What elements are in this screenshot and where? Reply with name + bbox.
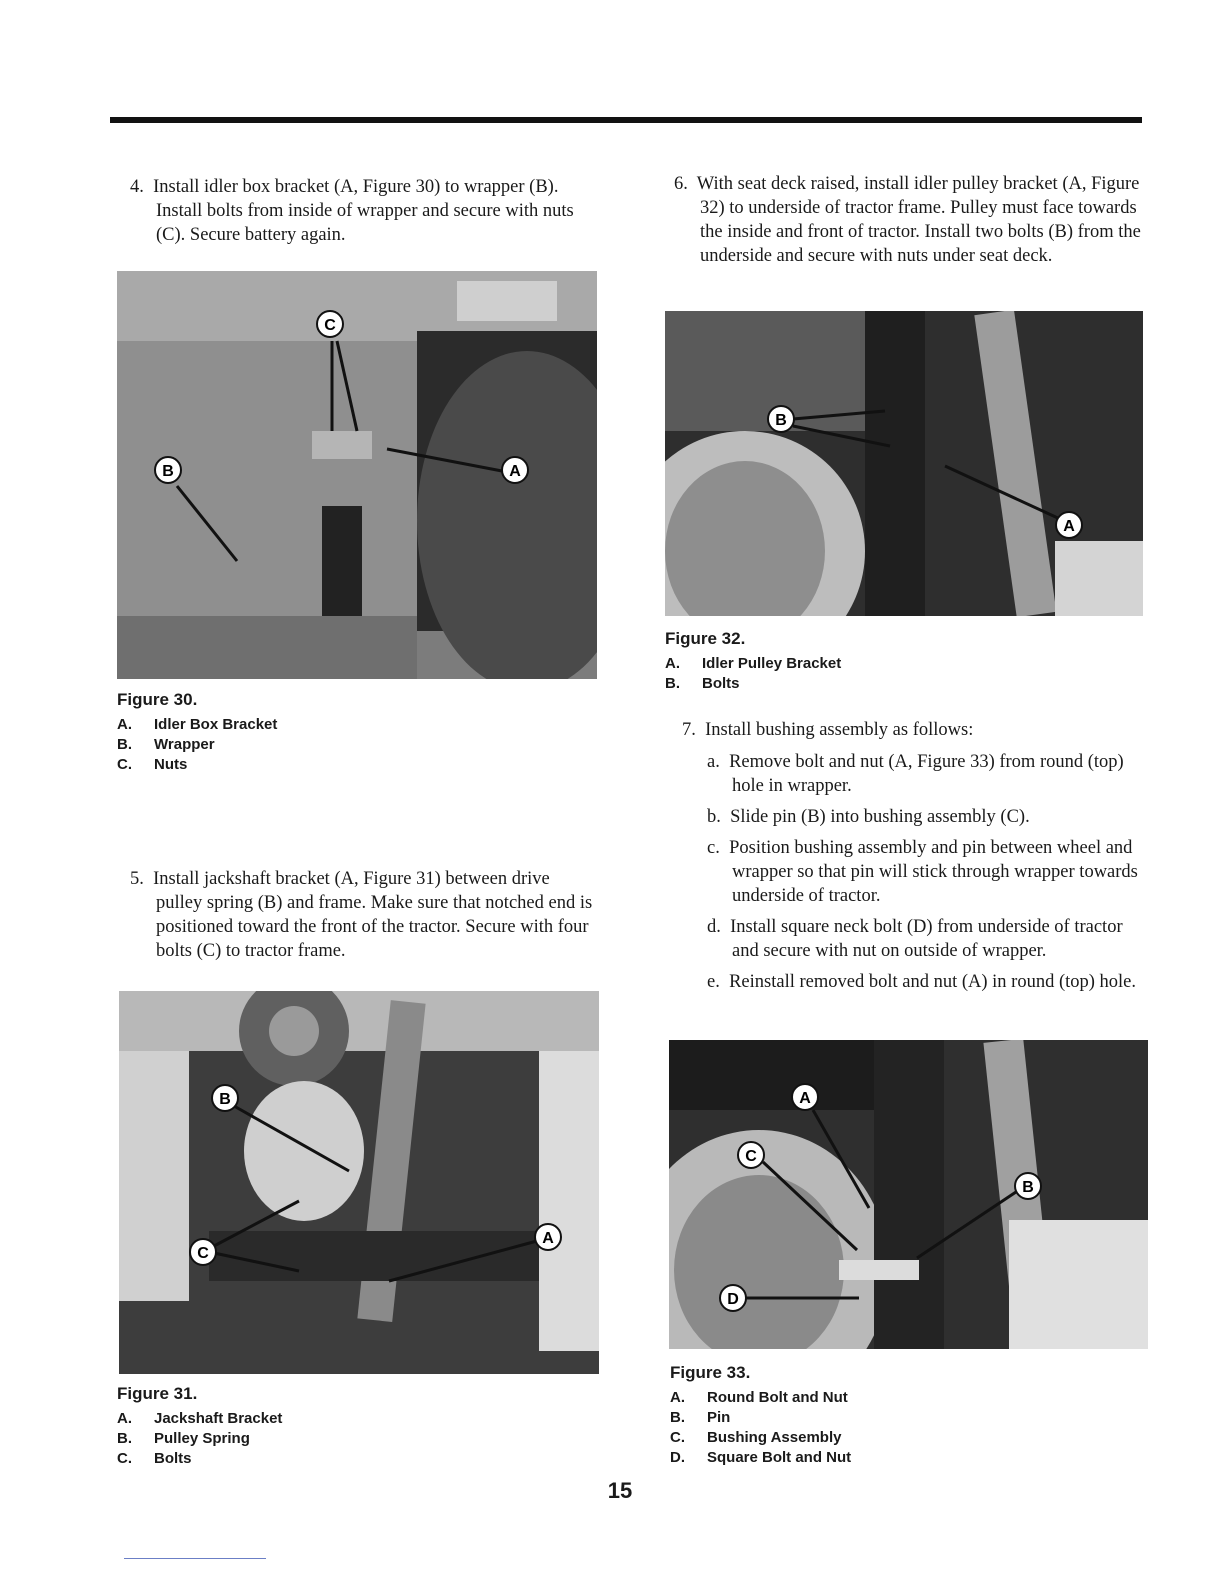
caption-item: A. Idler Pulley Bracket <box>665 655 842 672</box>
figure-33-callout-d: D <box>727 1291 739 1308</box>
page-number: 15 <box>607 1478 633 1503</box>
caption-item: A. Idler Box Bracket <box>117 716 278 733</box>
step-6: 6. With seat deck raised, install idler pulley bracket (A, Figure 32) to underside of tractor frame. Pulley must face towards the inside and front of tractor. Install two bolts (B) from the underside and secure with nuts under seat deck. <box>674 174 1141 266</box>
caption-item: B. Wrapper <box>117 736 215 753</box>
step-7: 7. Install bushing assembly as follows: a. Remove bolt and nut (A, Figure 33) from round (top) hole in wrapper. b. Slide pin (B) into bushing assembly (C). c. Position bushing assembly and pin between wheel and wrapper so that pin will stick through wrapper towards underside of tractor. d. Install square neck bolt (D) from underside of tractor and secure with nut on outside of wrapper. e. Reinstall removed bolt and nut (A) in round (top) hole. <box>682 718 1148 1001</box>
figure-32-caption <box>665 629 1065 694</box>
figure-31-caption <box>117 1384 517 1469</box>
figure-30-title: Figure 30. <box>117 690 198 709</box>
figure-33-caption <box>670 1363 1070 1468</box>
caption-item: D. Square Bolt and Nut <box>670 1449 852 1466</box>
substep-c: c. Position bushing assembly and pin between wheel and wrapper so that pin will stick through wrapper towards underside of tractor. <box>707 838 1138 906</box>
step-5: 5. Install jackshaft bracket (A, Figure 31) between drive pulley spring (B) and frame. Make sure that notched end is positioned toward the front of the tractor. Secure with four bolts (C) to tractor frame. <box>130 869 593 961</box>
figure-33-title: Figure 33. <box>670 1363 751 1382</box>
substep-d: d. Install square neck bolt (D) from underside of tractor and secure with nut on outside of wrapper. <box>707 917 1123 961</box>
caption-item: B. Pulley Spring <box>117 1430 250 1447</box>
footer-line <box>124 1558 266 1559</box>
figure-30-callout-b: B <box>162 463 174 480</box>
caption-item: A. Round Bolt and Nut <box>670 1389 848 1406</box>
substep-b: b. Slide pin (B) into bushing assembly (C). <box>707 807 1030 827</box>
figure-31-callout-c: C <box>197 1245 209 1262</box>
substep-e: e. Reinstall removed bolt and nut (A) in round (top) hole. <box>707 972 1137 992</box>
figure-30-callout-a: A <box>509 463 521 480</box>
caption-item: C. Bolts <box>117 1450 192 1467</box>
figure-32-photo <box>665 311 1143 616</box>
caption-item: C. Nuts <box>117 756 188 773</box>
figure-30-photo <box>117 271 597 679</box>
caption-item: B. Pin <box>670 1409 731 1426</box>
substep-a: a. Remove bolt and nut (A, Figure 33) from round (top) hole in wrapper. <box>707 752 1124 796</box>
figure-32-callout-a: A <box>1063 518 1075 535</box>
figure-31-callout-b: B <box>219 1091 231 1108</box>
figure-32-callout-b: B <box>775 412 787 429</box>
caption-item: A. Jackshaft Bracket <box>117 1410 283 1427</box>
caption-item: B. Bolts <box>665 675 740 692</box>
figure-33-callout-b: B <box>1022 1179 1034 1196</box>
figure-33-callout-a: A <box>799 1090 811 1107</box>
substep-list <box>682 750 1148 994</box>
figure-31-callout-a: A <box>542 1230 554 1247</box>
figure-33-photo <box>669 1040 1148 1349</box>
figure-33-callout-c: C <box>745 1148 757 1165</box>
step-4: 4. Install idler box bracket (A, Figure 30) to wrapper (B). Install bolts from inside of wrapper and secure with nuts (C). Secure battery again. <box>130 177 574 245</box>
figure-31-photo <box>119 991 599 1374</box>
caption-item: C. Bushing Assembly <box>670 1429 842 1446</box>
figure-31-title: Figure 31. <box>117 1384 198 1403</box>
header-rule <box>110 117 1142 123</box>
figure-32-title: Figure 32. <box>665 629 746 648</box>
figure-30-caption <box>117 690 517 775</box>
figure-30-callout-c: C <box>324 317 336 334</box>
